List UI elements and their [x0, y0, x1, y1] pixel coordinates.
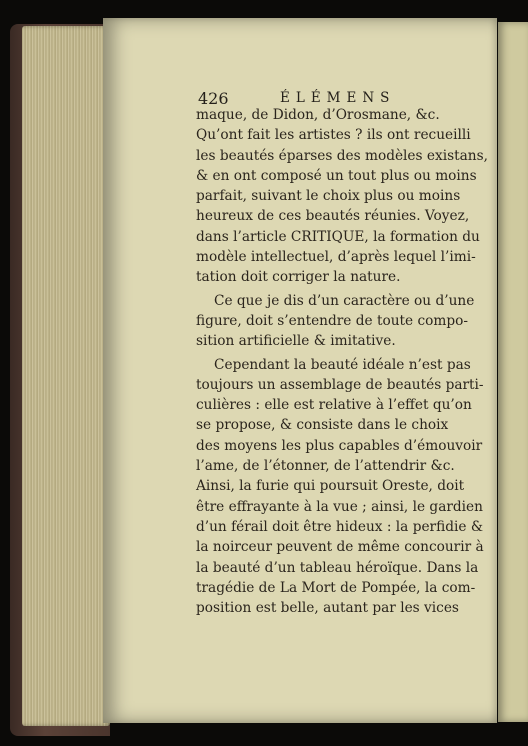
text-line: tation doit corriger la nature. [196, 269, 401, 286]
text-line: tragédie de La Mort de Pompée, la com- [196, 579, 476, 596]
text-line: les beautés éparses des modèles existans, [196, 147, 488, 164]
text-line: maque, de Didon, d’Orosmane, &c. [196, 107, 440, 123]
text-line: toujours un assemblage de beautés parti- [196, 376, 484, 393]
text-line: l’ame, de l’étonner, de l’attendrir &c. [196, 458, 455, 475]
body-text [196, 105, 488, 618]
running-title: ÉLÉMENS [280, 90, 396, 106]
text-line: la beauté d’un tableau héroïque. Dans la [196, 559, 479, 576]
text-line: dans l’article CRITIQUE, la formation du [196, 228, 480, 245]
text-line: culières : elle est relative à l’effet qu’on [196, 397, 472, 414]
paragraph [196, 291, 475, 352]
text-line: figure, doit s’entendre de toute compo- [196, 312, 468, 329]
page-number: 426 [198, 89, 229, 108]
text-line: Ainsi, la furie qui poursuit Oreste, doit [196, 478, 465, 495]
next-page-edge [498, 22, 528, 722]
text-line: Qu’ont fait les artistes ? ils ont recueilli [196, 127, 471, 144]
paragraph [196, 355, 484, 619]
text-line: la noirceur peuvent de même concourir à [196, 539, 484, 556]
text-line: position est belle, autant par les vices [196, 600, 459, 617]
text-line: être effrayante à la vue ; ainsi, le gardien [196, 498, 483, 515]
text-line: heureux de ces beautés réunies. Voyez, [196, 208, 470, 225]
text-line: modèle intellectuel, d’après lequel l’imi- [196, 249, 476, 266]
page-edges [22, 26, 110, 726]
text-line: d’un férail doit être hideux : la perfidie & [196, 518, 483, 535]
text-line: Cependant la beauté idéale n’est pas [214, 356, 471, 373]
text-line: se propose, & consiste dans le choix [196, 417, 449, 434]
text-line: parfait, suivant le choix plus ou moins [196, 188, 461, 205]
text-line: des moyens les plus capables d’émouvoir [196, 437, 483, 454]
paragraph [196, 105, 488, 288]
text-line: Ce que je dis d’un caractère ou d’une [214, 292, 475, 309]
text-line: sition artificielle & imitative. [196, 333, 396, 350]
text-line: & en ont composé un tout plus ou moins [196, 167, 477, 184]
